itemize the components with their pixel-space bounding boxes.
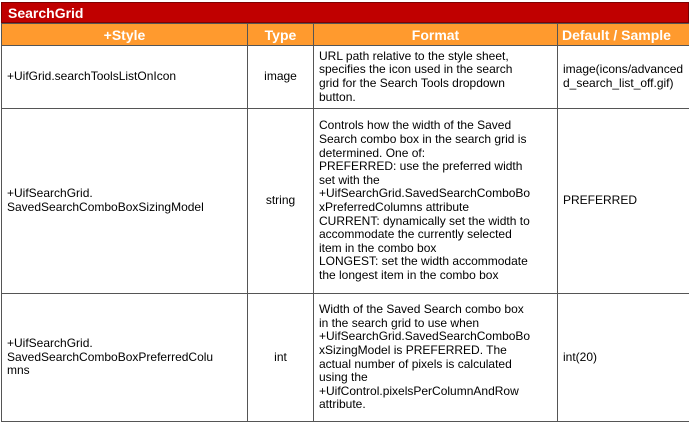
format-line: button.: [319, 89, 356, 104]
style-cell: [2, 294, 248, 422]
format-line: grid for the Search Tools dropdown: [319, 76, 505, 90]
style-name-line: SavedSearchComboBoxSizingModel: [7, 200, 204, 214]
format-line: specifies the icon used in the search: [319, 62, 513, 77]
format-line: URL path relative to the style sheet,: [319, 48, 509, 63]
column-header-default: Default / Sample: [558, 24, 689, 46]
style-name-line: +UifSearchGrid.: [7, 186, 93, 201]
type-cell: image: [248, 46, 314, 109]
table-row: [2, 46, 689, 109]
column-header-format: Format: [314, 24, 558, 46]
style-name-line: +UifGrid.searchToolsListOnIcon: [7, 69, 177, 84]
format-line: attribute.: [319, 397, 366, 412]
format-line: set with the: [319, 172, 380, 187]
format-line: determined. One of:: [319, 145, 426, 160]
format-line: +UifSearchGrid.SavedSearchComboBo: [319, 186, 531, 201]
table-row: [2, 294, 689, 422]
style-name-line: SavedSearchComboBoxPreferredColu: [7, 349, 214, 364]
format-cell: [314, 109, 558, 294]
format-line: Controls how the width of the Saved: [319, 118, 512, 133]
format-line: PREFERRED: use the preferred width: [319, 159, 523, 174]
format-line: xSizingModel is PREFERRED. The: [319, 342, 507, 357]
format-line: Search combo box in the search grid is: [319, 132, 527, 147]
format-line: accommodate the currently selected: [319, 227, 512, 242]
type-cell: string: [248, 109, 314, 294]
format-cell: [314, 46, 558, 109]
format-line: actual number of pixels is calculated: [319, 356, 512, 371]
default-line: int(20): [563, 349, 598, 364]
default-cell: [558, 46, 689, 109]
format-line: using the: [319, 370, 368, 385]
style-name-line: +UifSearchGrid.: [7, 336, 93, 351]
format-line: Width of the Saved Search combo box: [319, 302, 524, 317]
type-cell: int: [248, 294, 314, 422]
style-cell: [2, 46, 248, 109]
column-header-type: Type: [248, 24, 314, 46]
format-line: item in the combo box: [319, 240, 437, 255]
default-cell: [558, 294, 689, 422]
format-cell: [314, 294, 558, 422]
format-line: CURRENT: dynamically set the width to: [319, 213, 530, 228]
format-line: xPreferredColumns attribute: [319, 200, 470, 214]
default-cell: [558, 109, 689, 294]
default-line: PREFERRED: [563, 193, 638, 208]
format-line: +UifSearchGrid.SavedSearchComboBo: [319, 329, 531, 344]
table-title: SearchGrid: [1, 2, 689, 23]
style-cell: [2, 109, 248, 294]
default-line: d_search_list_off.gif): [563, 76, 674, 90]
default-line: image(icons/advanced: [563, 62, 684, 77]
style-table: [1, 23, 689, 422]
style-name-line: mns: [7, 363, 30, 378]
format-line: +UifControl.pixelsPerColumnAndRow: [319, 383, 519, 398]
format-line: in the search grid to use when: [319, 315, 480, 330]
format-line: the longest item in the combo box: [319, 267, 499, 282]
table-row: [2, 109, 689, 294]
column-header-style: +Style: [2, 24, 248, 46]
header-row: [2, 24, 689, 46]
format-line: LONGEST: set the width accommodate: [319, 254, 528, 269]
